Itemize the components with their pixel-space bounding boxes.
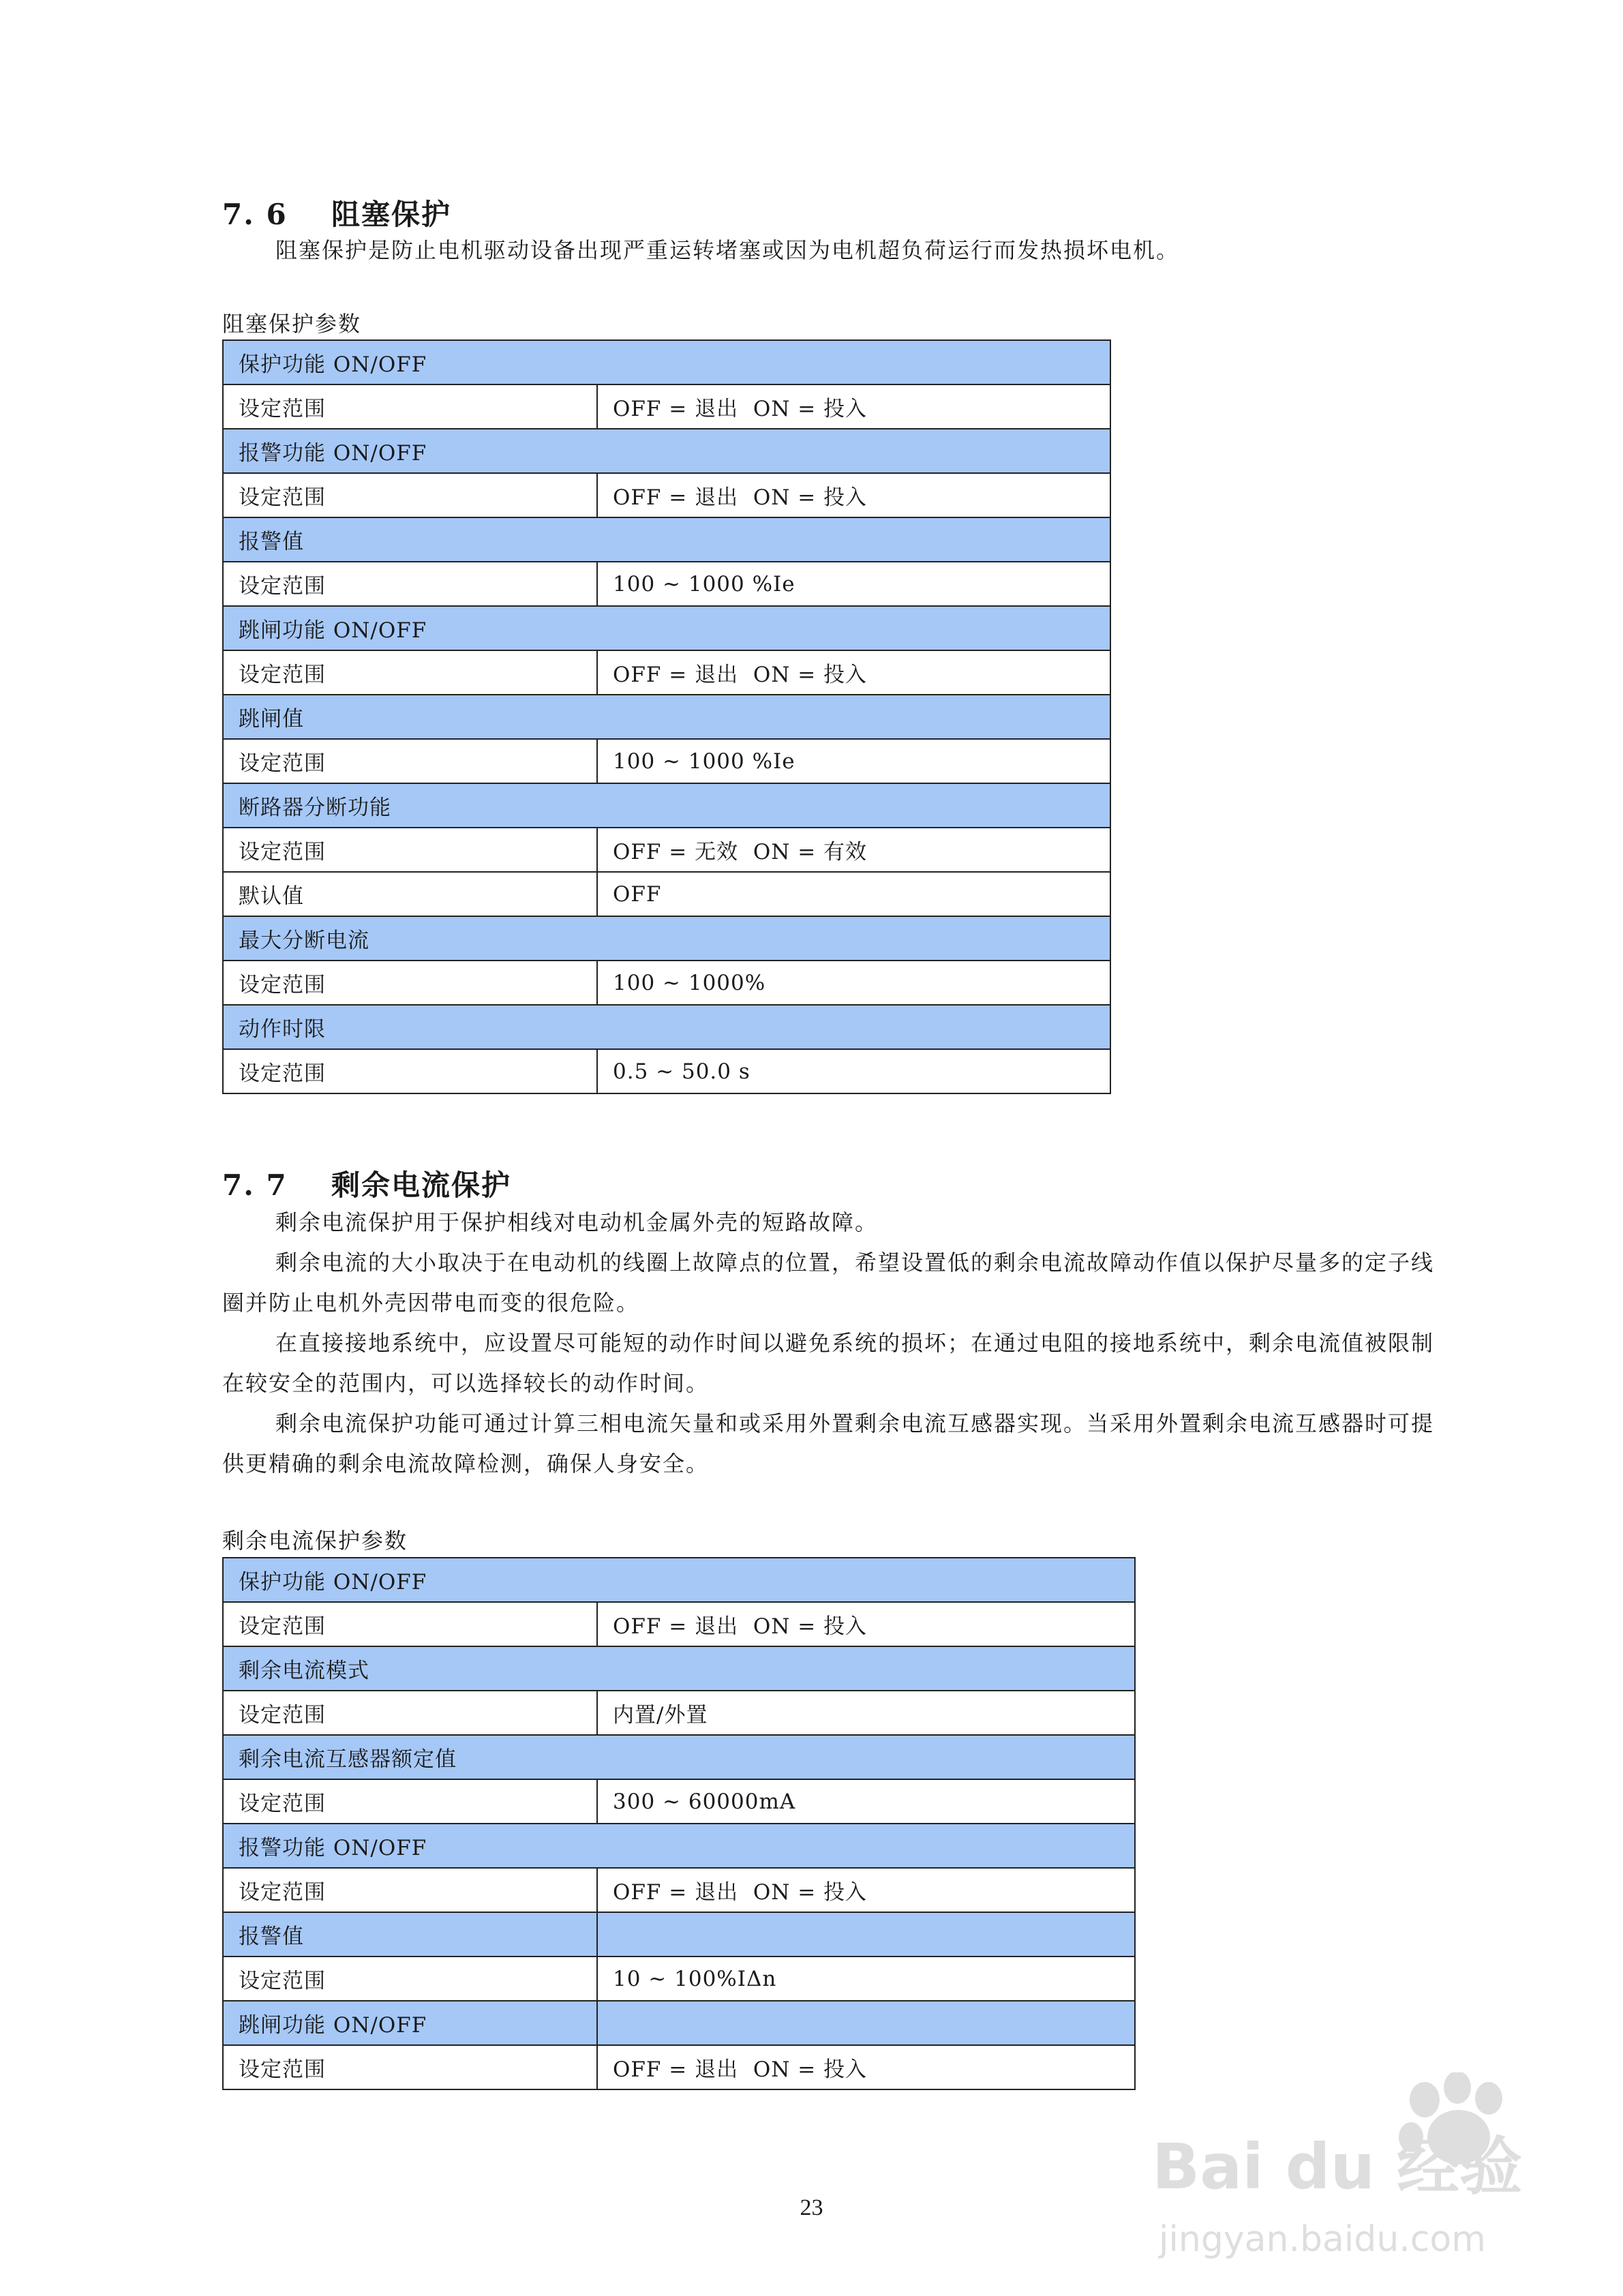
row-label: 设定范围 [223, 2045, 597, 2089]
row-value: 300 ~ 60000mA [597, 1779, 1135, 1824]
value-row [223, 961, 1110, 1005]
residual-current-table [222, 1557, 1136, 2090]
value-row [223, 739, 1110, 783]
row-value: 内置/外置 [597, 1691, 1135, 1735]
parameter-header-row [223, 429, 1110, 473]
paragraph-4: 剩余电流保护功能可通过计算三相电流矢量和或采用外置剩余电流互感器实现。当采用外置剩余电流互感器时可提供更精确的剩余电流故障检测，确保人身安全。 [222, 1410, 1435, 1477]
row-value: 10 ~ 100%IΔn [597, 1957, 1135, 2001]
parameter-header-row [223, 1558, 1135, 1602]
baidu-jingyan-watermark [1125, 2072, 1554, 2277]
row-label: 设定范围 [223, 562, 597, 606]
row-value: 100 ~ 1000 %Ie [597, 562, 1110, 606]
parameter-header-row [223, 783, 1110, 828]
parameter-name: 报警值 [223, 1912, 597, 1957]
parameter-name: 保护功能 ON/OFF [223, 340, 1110, 384]
row-value [597, 1912, 1135, 1957]
section-heading-7-6 [222, 192, 451, 233]
row-value: OFF = 无效 ON = 有效 [597, 828, 1110, 872]
value-row [223, 1691, 1135, 1735]
section-number: 7. 7 [222, 1168, 288, 1202]
section-number: 7. 6 [222, 198, 288, 231]
row-value: OFF = 退出 ON = 投入 [597, 473, 1110, 517]
value-row [223, 872, 1110, 916]
row-value [597, 2001, 1135, 2045]
value-row [223, 2045, 1135, 2089]
value-row [223, 384, 1110, 429]
row-label: 设定范围 [223, 1691, 597, 1735]
section-heading-7-7 [222, 1163, 511, 1204]
row-label: 设定范围 [223, 650, 597, 695]
row-value: OFF [597, 872, 1110, 916]
row-label: 设定范围 [223, 1049, 597, 1093]
value-row [223, 1779, 1135, 1824]
row-label: 设定范围 [223, 961, 597, 1005]
row-label: 设定范围 [223, 1779, 597, 1824]
parameter-header-row [223, 1735, 1135, 1779]
parameter-name: 断路器分断功能 [223, 783, 1110, 828]
row-label: 设定范围 [223, 739, 597, 783]
page-number: 23 [800, 2195, 823, 2220]
row-label: 设定范围 [223, 473, 597, 517]
parameter-name: 剩余电流互感器额定值 [223, 1735, 1135, 1779]
paragraph-1: 剩余电流保护用于保护相线对电动机金属外壳的短路故障。 [275, 1209, 879, 1235]
value-row [223, 1868, 1135, 1912]
parameter-name: 跳闸值 [223, 695, 1110, 739]
parameter-header-row [223, 1824, 1135, 1868]
watermark-url: jingyan.baidu.com [1159, 2219, 1486, 2260]
value-row [223, 562, 1110, 606]
parameter-name: 动作时限 [223, 1005, 1110, 1049]
value-row [223, 1049, 1110, 1093]
row-value: OFF = 退出 ON = 投入 [597, 1602, 1135, 1646]
parameter-name: 报警功能 ON/OFF [223, 1824, 1135, 1868]
value-row [223, 1957, 1135, 2001]
value-row [223, 473, 1110, 517]
row-label: 设定范围 [223, 1868, 597, 1912]
section-title: 剩余电流保护 [331, 1168, 512, 1202]
parameter-header-row [223, 2001, 1135, 2045]
paragraph-2: 剩余电流的大小取决于在电动机的线圈上故障点的位置，希望设置低的剩余电流故障动作值以保护尽量多的定子线圈并防止电机外壳因带电而变的很危险。 [222, 1250, 1435, 1316]
parameter-header-row [223, 606, 1110, 650]
parameter-name: 最大分断电流 [223, 916, 1110, 961]
intro-paragraph: 阻塞保护是防止电机驱动设备出现严重运转堵塞或因为电机超负荷运行而发热损坏电机。 [275, 237, 1180, 263]
parameter-header-row [223, 695, 1110, 739]
parameter-header-row [223, 340, 1110, 384]
row-label: 默认值 [223, 872, 597, 916]
value-row [223, 828, 1110, 872]
row-label: 设定范围 [223, 384, 597, 429]
parameter-name: 报警值 [223, 517, 1110, 562]
row-label: 设定范围 [223, 828, 597, 872]
row-value: OFF = 退出 ON = 投入 [597, 650, 1110, 695]
watermark-brand: Bai du 经验 [1152, 2130, 1523, 2203]
row-label: 设定范围 [223, 1602, 597, 1646]
parameter-name: 跳闸功能 ON/OFF [223, 2001, 597, 2045]
parameter-name: 跳闸功能 ON/OFF [223, 606, 1110, 650]
parameter-header-row [223, 517, 1110, 562]
row-value: 0.5 ~ 50.0 s [597, 1049, 1110, 1093]
row-value: OFF = 退出 ON = 投入 [597, 384, 1110, 429]
parameter-header-row [223, 1005, 1110, 1049]
row-value: 100 ~ 1000 %Ie [597, 739, 1110, 783]
row-value: OFF = 退出 ON = 投入 [597, 2045, 1135, 2089]
parameter-name: 剩余电流模式 [223, 1646, 1135, 1691]
blocking-protection-table [222, 339, 1111, 1094]
row-value: OFF = 退出 ON = 投入 [597, 1868, 1135, 1912]
parameter-name: 保护功能 ON/OFF [223, 1558, 1135, 1602]
value-row [223, 1602, 1135, 1646]
parameter-name: 报警功能 ON/OFF [223, 429, 1110, 473]
paragraph-3: 在直接接地系统中，应设置尽可能短的动作时间以避免系统的损坏；在通过电阻的接地系统中，剩余电流值被限制在较安全的范围内，可以选择较长的动作时间。 [222, 1330, 1435, 1396]
parameter-header-row [223, 916, 1110, 961]
row-value: 100 ~ 1000% [597, 961, 1110, 1005]
parameter-header-row [223, 1912, 1135, 1957]
parameter-header-row [223, 1646, 1135, 1691]
value-row [223, 650, 1110, 695]
row-label: 设定范围 [223, 1957, 597, 2001]
section-title: 阻塞保护 [331, 198, 452, 231]
table-caption: 剩余电流保护参数 [222, 1528, 408, 1554]
table-caption: 阻塞保护参数 [222, 311, 362, 337]
